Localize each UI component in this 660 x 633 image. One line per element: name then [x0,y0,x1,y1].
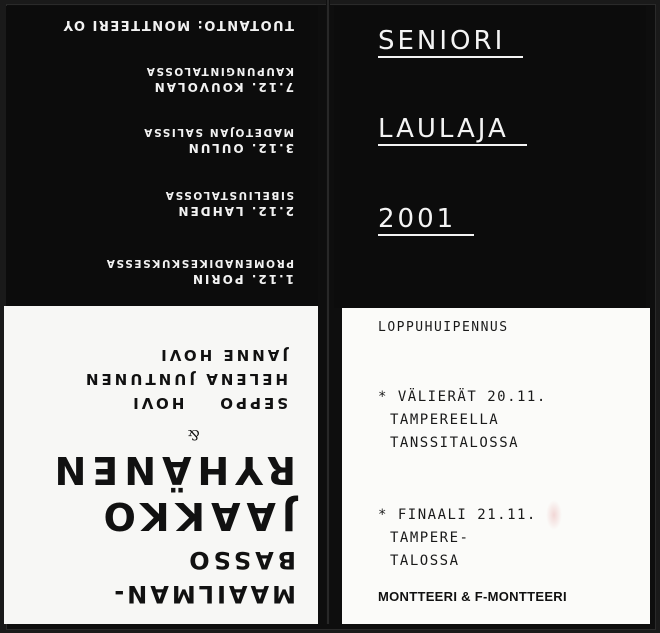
center-fold [326,0,330,624]
headline-world: MAAILMAN- [111,580,296,608]
subtitle-text: LOPPUHUIPENNUS [378,320,509,335]
headline-firstname: JAAKKO [97,494,296,538]
venue-4-line: KAUPUNGINTALOSSA [145,65,294,77]
back-cover-panel [6,6,318,306]
headline-basso: BASSO [185,546,296,574]
guest-1: SEPPO HOVI [130,394,288,412]
organizer-text: MONTTEERI & F-MONTTEERI [378,589,567,604]
back-cover-content [6,6,318,306]
date-3-line: 3.12. OULUN [186,141,294,155]
title-line-1 [378,26,523,58]
front-cover-panel [334,6,646,308]
final-venue-2: TALOSSA [390,553,460,569]
date-4-line: 7.12. KOUVOLAN [152,80,294,94]
semifinal-city: TAMPEREELLA [390,412,500,428]
date-1-line: 1.12. PORIN [190,272,294,286]
producer-line: TUOTANTO: MONTTEERI OY [62,17,294,32]
semifinal-venue: TANSSITALOSSA [390,435,520,451]
ampersand-text: & [187,426,200,442]
venue-1-line: PROMENADIKESKUKSESSA [105,257,294,269]
title-line-1-text: SENIORI [378,26,523,58]
semifinal-heading: * VÄLIERÄT 20.11. [378,389,547,405]
event-info-panel [342,308,650,624]
headline-surname: RYHÄNEN [48,448,296,492]
date-2-line: 2.12. LAHDEN [176,204,294,218]
paper-stain [546,500,562,530]
title-line-2-text: LAULAJA [378,114,527,146]
venue-3-line: MADETOJAN SALISSA [142,126,294,138]
title-line-3-text: 2001 [378,204,474,236]
performer-content [4,306,318,624]
performer-panel [4,306,318,624]
final-venue-1: TAMPERE- [390,530,470,546]
final-heading: * FINAALI 21.11. [378,507,537,523]
title-line-2 [378,114,527,146]
guest-2: HELENA JUNTUNEN [82,370,288,388]
title-line-3 [378,204,474,236]
guest-3: JANNE HOVI [158,346,288,364]
venue-2-line: SIBELIUSTALOSSA [164,189,294,201]
